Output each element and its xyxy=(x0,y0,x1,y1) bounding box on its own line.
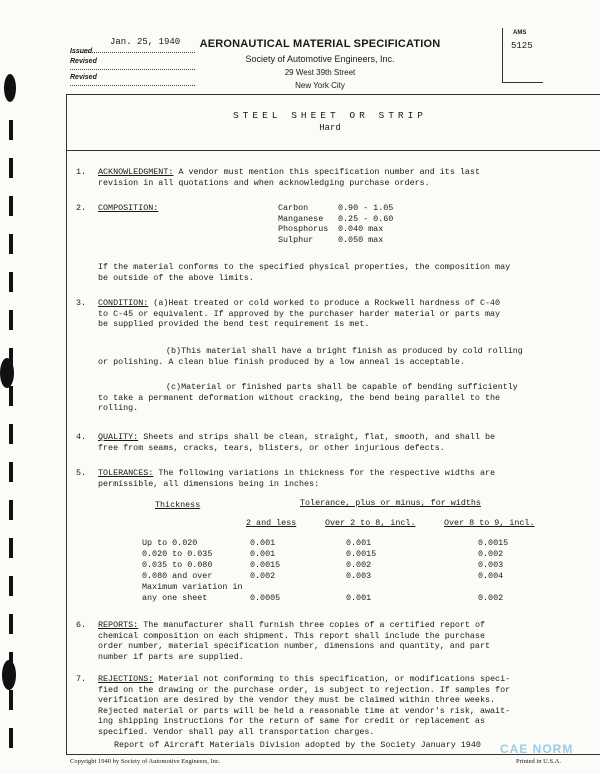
watermark: CAE NORM xyxy=(500,742,574,756)
section-7-heading: REJECTIONS: xyxy=(98,674,154,684)
report-line: Report of Aircraft Materials Division adopted by the Society January 1940 xyxy=(114,740,481,750)
ams-box xyxy=(502,28,543,83)
revised-label-2: Revised xyxy=(70,74,97,81)
condition-b-line2: or polishing. A clean blue finish produced by a low anneal is acceptable. xyxy=(98,356,465,367)
margin-marks xyxy=(9,120,13,760)
table-row: 0.080 and over 0.002 0.003 0.004 xyxy=(142,570,504,581)
section-4-number: 4. xyxy=(76,432,87,442)
section-4-line1: Sheets and strips shall be clean, straight, flat, smooth, and shall be xyxy=(143,432,496,442)
table-row: Maximum variation in xyxy=(142,581,243,592)
composition-row: Manganese 0.25 - 0.60 xyxy=(278,213,394,224)
composition-row: Phosphorus 0.040 max xyxy=(278,224,384,235)
section-6-line2: chemical composition on each shipment. This report shall include the purchase xyxy=(98,630,485,641)
header-rule xyxy=(66,94,600,95)
section-1-line1: A vendor must mention this specification number and its last xyxy=(178,167,480,177)
condition-c-line3: rolling. xyxy=(98,403,139,414)
issued-row xyxy=(70,37,195,55)
condition-b-line1: (b)This material shall have a bright finish as produced by cold rolling xyxy=(166,346,523,356)
left-rule xyxy=(66,94,67,754)
revised-row-2 xyxy=(70,74,195,86)
section-1-number: 1. xyxy=(76,167,87,177)
section-7-line4: Rejected material or parts will be held a reasonable time at vendor's risk, await- xyxy=(98,705,511,716)
section-3-heading: CONDITION: xyxy=(98,298,149,308)
section-5-number: 5. xyxy=(76,468,87,478)
section-7-line5: ing shipping instructions for the return of same for credit or replacement as xyxy=(98,716,485,727)
tolerance-table xyxy=(142,537,508,603)
ams-number: 5125 xyxy=(511,41,533,51)
col-width-1: 2 and less xyxy=(246,518,297,528)
section-5-heading: TOLERANCES: xyxy=(98,468,154,478)
section-7-line2: fied on the drawing or the purchase order, is subject to rejection. If samples for xyxy=(98,684,511,695)
section-2-number: 2. xyxy=(76,203,87,213)
table-row: Up to 0.020 0.001 0.001 0.0015 xyxy=(142,537,509,548)
section-6-line3: order number, material specification number, dimensions and quantity, and part xyxy=(98,641,491,652)
issued-label: Issued xyxy=(70,48,93,55)
condition-c-line2: to take a permanent deformation without cracking, the bend being parallel to the xyxy=(98,392,501,403)
section-2-heading: COMPOSITION: xyxy=(98,203,159,213)
condition-a-line2: to C-45 or equivalent. If approved by the purchaser harder material or parts may xyxy=(98,308,501,319)
section-6-heading: REPORTS: xyxy=(98,620,139,630)
col-width-3: Over 8 to 9, incl. xyxy=(444,518,535,528)
section-3-number: 3. xyxy=(76,298,87,308)
section-6-line1: The manufacturer shall furnish three copies of a certified report of xyxy=(143,620,486,630)
spec-subtitle: Hard xyxy=(319,123,341,133)
printed-in: Printed in U.S.A. xyxy=(516,758,561,765)
section-4-line2: free from seams, cracks, tears, blisters, or other injurious defects. xyxy=(98,442,445,453)
section-7-line3: verification are desired by the vendor they must be claimed within three weeks. xyxy=(98,695,496,706)
composition-note-2: be outside of the above limits. xyxy=(98,272,254,283)
section-7-line6: specified. Vendor shall pay all transportation charges. xyxy=(98,726,375,737)
condition-a-line1: (a)Heat treated or cold worked to produce a Rockwell hardness of C-40 xyxy=(153,298,501,308)
revised-row-1 xyxy=(70,58,195,70)
org-name: Society of Automotive Engineers, Inc. xyxy=(245,54,395,64)
ams-label: AMS xyxy=(513,30,527,36)
col-tolerance-group: Tolerance, plus or minus, for widths xyxy=(300,498,481,508)
revised-label-1: Revised xyxy=(70,58,97,65)
binder-hole-top xyxy=(4,74,16,102)
org-title: AERONAUTICAL MATERIAL SPECIFICATION xyxy=(199,38,441,50)
composition-table xyxy=(278,203,393,245)
composition-note-1: If the material conforms to the specified physical properties, the composition may xyxy=(98,262,511,272)
condition-a-line3: be supplied provided the bend test requirement is met. xyxy=(98,319,370,330)
copyright: Copyright 1940 by Society of Automotive Engineers, Inc. xyxy=(70,758,221,765)
col-width-2: Over 2 to 8, incl. xyxy=(325,518,416,528)
section-7-line1: Material not conforming to this specification, or modifications speci- xyxy=(158,674,511,684)
table-row: 0.020 to 0.035 0.001 0.0015 0.002 xyxy=(142,548,504,559)
org-address-2: New York City xyxy=(295,81,345,90)
org-address-1: 29 West 39th Street xyxy=(284,68,356,77)
section-7-number: 7. xyxy=(76,674,87,684)
section-1-line2: revision in all quotations and when acknowledging purchase orders. xyxy=(98,177,430,188)
composition-row: Carbon 0.90 - 1.05 xyxy=(278,203,394,213)
composition-row: Sulphur 0.050 max xyxy=(278,234,384,245)
col-thickness: Thickness xyxy=(155,500,201,510)
section-6-number: 6. xyxy=(76,620,87,630)
spec-title: STEEL SHEET OR STRIP xyxy=(232,110,428,121)
title-rule xyxy=(66,150,600,151)
table-row: 0.035 to 0.080 0.0015 0.002 0.003 xyxy=(142,559,504,570)
section-6-line4: number if parts are supplied. xyxy=(98,651,244,662)
section-4-heading: QUALITY: xyxy=(98,432,139,442)
section-5-line1: The following variations in thickness for the respective widths are xyxy=(158,468,496,478)
section-1-heading: ACKNOWLEDGMENT: xyxy=(98,167,174,177)
condition-c-line1: (c)Material or finished parts shall be capable of bending sufficiently xyxy=(166,382,518,392)
issued-date: Jan. 25, 1940 xyxy=(110,37,181,47)
table-row: any one sheet 0.0005 0.001 0.002 xyxy=(142,592,504,603)
section-5-line2: permissible, all dimensions being in inches: xyxy=(98,478,320,489)
